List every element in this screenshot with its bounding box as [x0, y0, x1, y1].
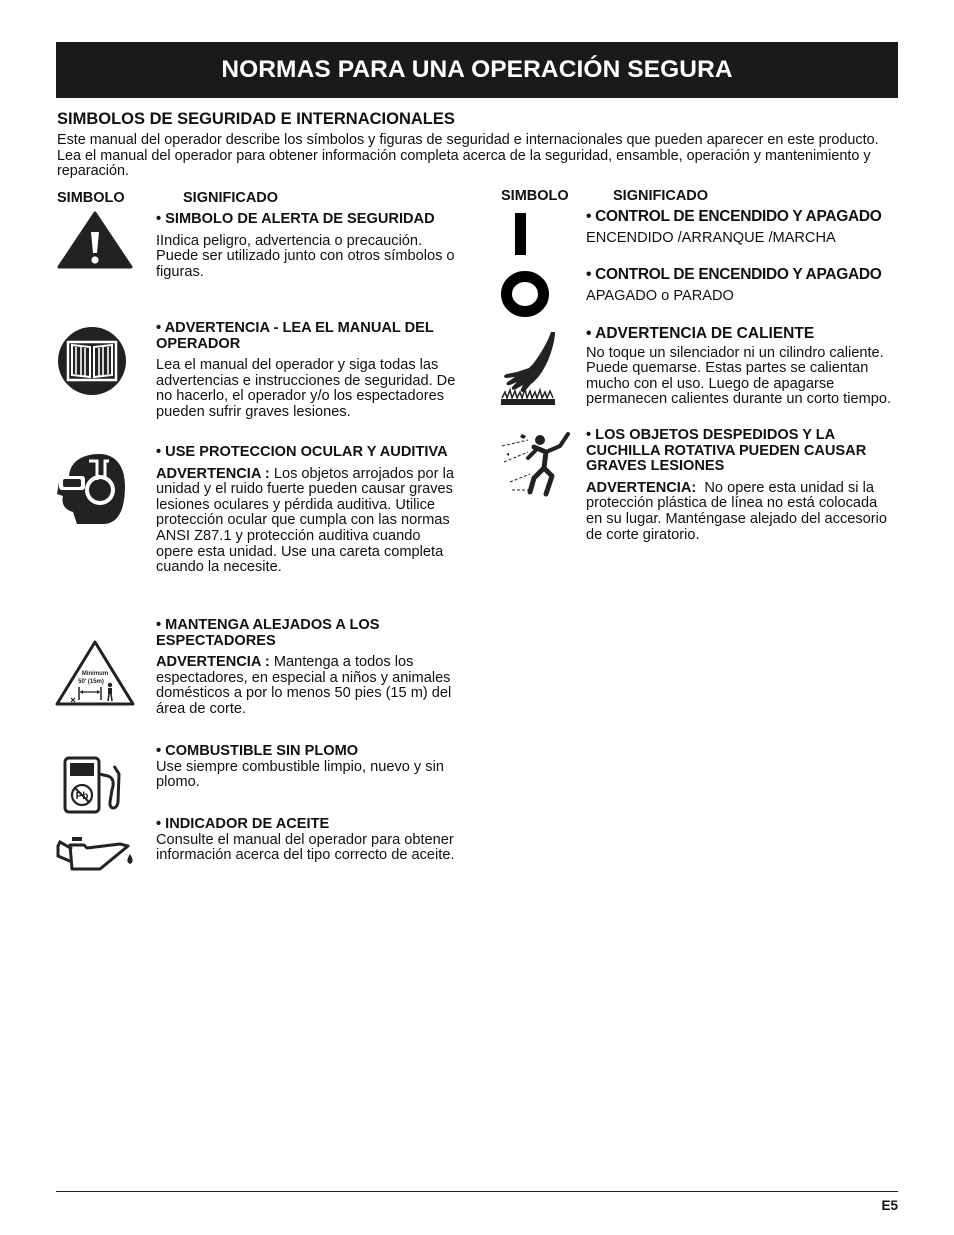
item-desc-text: Los objetos arrojados por la unidad y el ruido fuerte pueden causar graves lesiones oculares y pérdida auditiva. Utilice protección ocular que cumpla con las normas ANSI Z87.1 y protección auditiva cuando opere esta unidad. Use una careta completa cuando la necesite.: [156, 465, 454, 576]
item-desc: Consulte el manual del operador para obtener información acerca del tipo correcto de aceite.: [156, 831, 455, 864]
power-on-icon: [514, 213, 528, 260]
item-title: • COMBUSTIBLE SIN PLOMO: [156, 743, 359, 759]
icon-text-distance: 50' (15m): [78, 679, 104, 685]
left-symbol-header: SIMBOLO: [57, 190, 125, 206]
item-title: • CONTROL DE ENCENDIDO Y APAGADO: [586, 266, 882, 283]
item-desc: [586, 481, 896, 543]
item-lead: ADVERTENCIA :: [156, 654, 270, 671]
item-lead: ADVERTENCIA:: [586, 479, 697, 496]
page-banner: [56, 42, 898, 98]
item-desc-text: No opere esta unidad si la protección plástica de línea no está colocada en su lugar. Manténgase alejado del accesorio de corte giratorio.: [586, 479, 887, 543]
item-title: • MANTENGA ALEJADOS A LOS ESPECTADORES: [156, 617, 380, 649]
keep-bystanders-away-icon: [55, 640, 135, 711]
item-desc: APAGADO o PARADO: [586, 287, 734, 304]
left-item-keep-bystanders-away: [156, 618, 456, 718]
item-desc: Use siempre combustible limpio, nuevo y sin plomo.: [156, 758, 444, 791]
left-item-eye-ear-protection: [156, 445, 456, 576]
item-title: • SIMBOLO DE ALERTA DE SEGURIDAD: [156, 211, 435, 227]
icon-text-minimum: Minimum: [81, 671, 109, 677]
left-meaning-header: SIGNIFICADO: [183, 190, 279, 206]
item-desc: [156, 467, 456, 576]
item-desc: IIndica peligro, advertencia o precaución. Puede ser utilizado junto con otros símbolos o figuras.: [156, 232, 455, 280]
thrown-objects-icon: [500, 428, 572, 503]
item-title: • USE PROTECCION OCULAR Y AUDITIVA: [156, 444, 448, 460]
banner-title: NORMAS PARA UNA OPERACIÓN SEGURA: [221, 56, 733, 83]
right-item-hot-surface: [586, 326, 901, 408]
oil-can-icon: [56, 836, 136, 881]
right-item-power-off: [586, 267, 916, 304]
safety-alert-icon: [56, 210, 134, 275]
page-number: E5: [881, 1198, 898, 1213]
section-intro: Este manual del operador describe los símbolos y figuras de seguridad e internacionales que pueden aparecer en este producto. Lea el manual del operador para obtener información completa acerca de la seguridad, ensamble, operación y mantenimiento y reparación.: [57, 132, 879, 179]
item-desc: No toque un silenciador ni un cilindro caliente. Puede quemarse. Estas partes se calientan mucho con el uso. Luego de apagarse permanecen calientes durante un corto tiempo.: [586, 344, 892, 408]
item-title: • LOS OBJETOS DESPEDIDOS Y LA CUCHILLA ROTATIVA PUEDEN CAUSAR GRAVES LESIONES: [586, 427, 867, 475]
section-heading: SIMBOLOS DE SEGURIDAD E INTERNACIONALES: [57, 110, 455, 128]
unleaded-fuel-icon: [62, 754, 124, 821]
item-title: • CONTROL DE ENCENDIDO Y APAGADO: [586, 208, 882, 225]
hot-surface-icon: [499, 330, 557, 415]
right-item-power-on: [586, 209, 916, 246]
icon-text-pb: Pb: [75, 791, 89, 802]
right-symbol-header: SIMBOLO: [501, 188, 569, 204]
left-item-read-manual: [156, 321, 456, 421]
item-lead: ADVERTENCIA :: [156, 465, 270, 482]
left-item-unleaded-fuel: [156, 744, 456, 791]
footer-rule: [56, 1191, 898, 1192]
item-title: • ADVERTENCIA DE CALIENTE: [586, 325, 815, 342]
item-desc: [156, 655, 456, 717]
operator-manual-icon: [56, 326, 128, 401]
left-item-safety-alert: [156, 212, 456, 280]
right-item-thrown-objects: [586, 428, 896, 543]
item-title: • INDICADOR DE ACEITE: [156, 816, 330, 832]
item-title: • ADVERTENCIA - LEA EL MANUAL DEL OPERADOR: [156, 320, 434, 352]
item-desc-text: Mantenga a todos los espectadores, en especial a niños y animales domésticos a por lo menos 50 pies (15 m) del área de corte.: [156, 654, 452, 717]
left-item-oil-indicator: [156, 817, 456, 864]
eye-ear-protection-icon: [55, 452, 127, 531]
item-desc: Lea el manual del operador y siga todas las advertencias e instrucciones de seguridad. De no hacerlo, el operador y/o los espectadores pueden sufrir graves lesiones.: [156, 357, 456, 420]
item-desc: ENCENDIDO /ARRANQUE /MARCHA: [586, 229, 836, 246]
right-meaning-header: SIGNIFICADO: [613, 188, 709, 204]
power-off-icon: [500, 270, 550, 323]
